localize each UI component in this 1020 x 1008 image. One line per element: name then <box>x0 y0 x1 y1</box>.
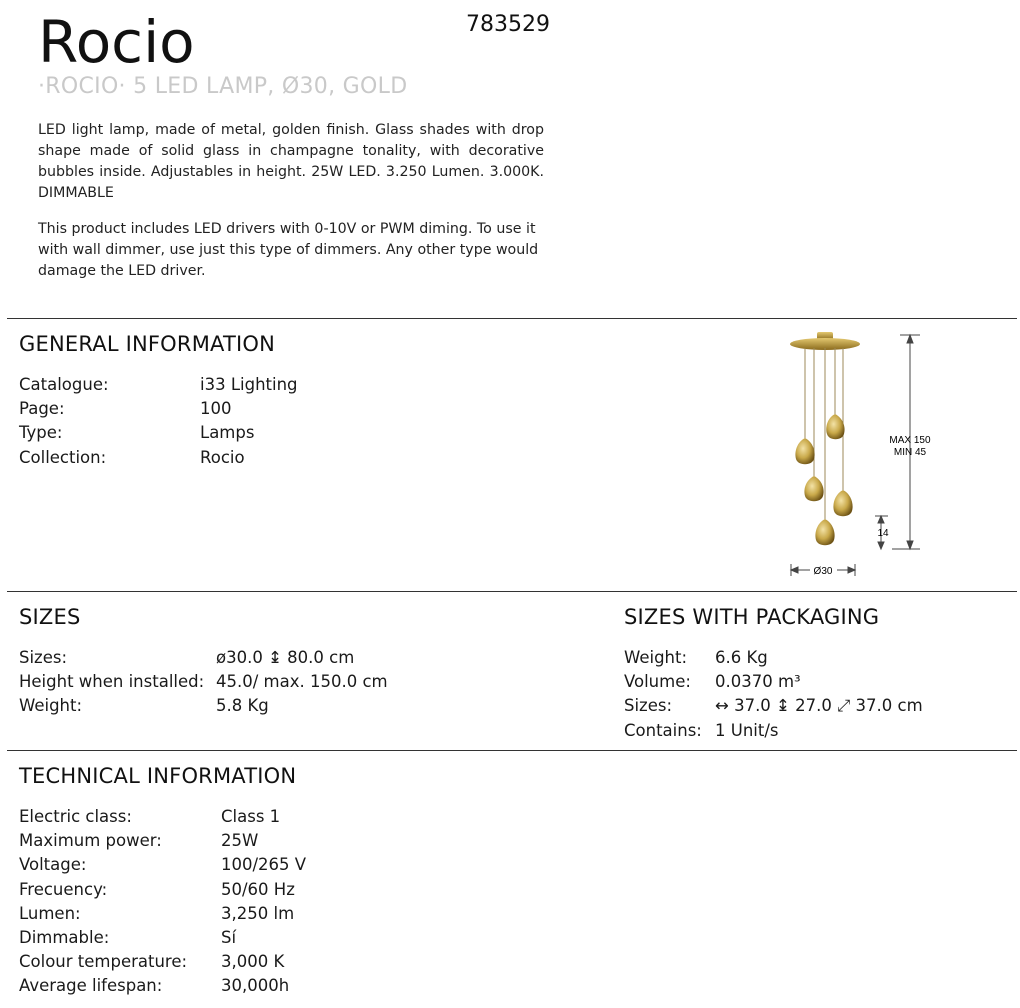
info-label: Colour temperature: <box>19 952 188 972</box>
info-row <box>19 805 306 829</box>
info-row <box>19 853 306 877</box>
glass-drop <box>826 414 844 439</box>
info-value: 6.6 Kg <box>715 648 768 667</box>
info-label: Volume: <box>624 672 691 692</box>
info-value: 1 Unit/s <box>715 720 779 740</box>
info-label: Catalogue: <box>19 375 109 394</box>
info-label: Height when installed: <box>19 672 205 692</box>
product-title: Rocio <box>38 8 195 76</box>
divider <box>7 318 1017 319</box>
divider <box>7 591 1017 592</box>
technical-list <box>19 805 306 999</box>
info-row <box>19 694 388 718</box>
info-value: Lamps <box>200 423 255 443</box>
general-info-list <box>19 373 298 470</box>
product-description: LED light lamp, made of metal, golden finish. Glass shades with drop shape made of solid glass in champagne tonality, with decorative bubbles inside. Adjustables in height. 25W LED. 3.250 Lumen. 3.000K. DIMMABLE <box>38 122 544 201</box>
info-row <box>19 974 306 998</box>
info-value: 3,000 K <box>221 952 285 972</box>
glass-shades <box>795 414 852 545</box>
info-row <box>19 902 306 926</box>
diameter-label: Ø30 <box>813 566 833 577</box>
driver-note: This product includes LED drivers with 0-10V or PWM diming. To use it with wall dimmer, use just this type of dimmers. Any other type would damage the LED driver. <box>38 221 539 279</box>
info-row <box>19 446 298 470</box>
info-value: 5.8 Kg <box>216 696 269 716</box>
info-value: 3,250 lm <box>221 903 295 923</box>
product-reference: 783529 <box>466 12 550 37</box>
info-label: Sizes: <box>624 696 673 716</box>
glass-drop <box>815 519 834 545</box>
info-label: Average lifespan: <box>19 976 163 996</box>
info-row <box>19 397 298 421</box>
sizes-list <box>19 646 388 719</box>
packaging-list <box>624 646 923 743</box>
height-min-label: MIN 45 <box>893 447 927 458</box>
info-row <box>19 646 388 670</box>
general-heading: GENERAL INFORMATION <box>19 332 276 356</box>
info-value: i33 Lighting <box>200 375 298 394</box>
info-label: Sizes: <box>19 648 68 667</box>
info-row <box>19 670 388 694</box>
info-value: 100/265 V <box>221 855 307 875</box>
info-label: Electric class: <box>19 807 132 826</box>
glass-drop <box>804 476 823 501</box>
sizes-heading: SIZES <box>19 605 81 629</box>
info-value: 25W <box>221 831 259 851</box>
info-row <box>19 829 306 853</box>
info-label: Frecuency: <box>19 879 108 899</box>
info-value: 45.0/ max. 150.0 cm <box>216 672 388 692</box>
info-value: 0.0370 m³ <box>715 672 801 692</box>
info-row <box>624 670 923 694</box>
info-row <box>624 694 923 718</box>
info-row <box>624 646 923 670</box>
info-label: Type: <box>19 423 63 443</box>
technical-heading: TECHNICAL INFORMATION <box>19 764 297 788</box>
info-label: Voltage: <box>19 855 87 875</box>
info-value: Rocio <box>200 447 245 467</box>
info-value: ø30.0 ↨ 80.0 cm <box>216 648 355 667</box>
info-value: Sí <box>221 928 237 948</box>
info-row <box>624 719 923 743</box>
info-row <box>19 950 306 974</box>
info-value: ↔ 37.0 ↨ 27.0 ⤢ 37.0 cm <box>715 696 923 716</box>
packaging-heading: SIZES WITH PACKAGING <box>624 605 880 629</box>
shade-height-label: 14 <box>877 528 889 539</box>
glass-drop <box>795 438 814 464</box>
product-subtitle: ·ROCIO· 5 LED LAMP, Ø30, GOLD <box>38 74 408 99</box>
info-row <box>19 373 298 397</box>
height-max-label: MAX 150 <box>889 435 931 446</box>
info-value: 100 <box>200 399 232 419</box>
info-value: 50/60 Hz <box>221 879 295 899</box>
lamp-dimension-diagram <box>780 326 940 582</box>
info-label: Lumen: <box>19 903 81 923</box>
info-row <box>19 926 306 950</box>
info-label: Contains: <box>624 720 702 740</box>
info-label: Maximum power: <box>19 831 162 851</box>
info-label: Collection: <box>19 447 107 467</box>
info-row <box>19 421 298 445</box>
info-label: Dimmable: <box>19 928 110 948</box>
info-label: Weight: <box>624 648 688 667</box>
glass-drop <box>833 490 852 516</box>
divider <box>7 750 1017 751</box>
ceiling-canopy <box>790 332 860 350</box>
info-label: Page: <box>19 399 65 419</box>
info-value: 30,000h <box>221 976 290 996</box>
info-row <box>19 878 306 902</box>
info-label: Weight: <box>19 696 83 716</box>
info-value: Class 1 <box>221 807 281 826</box>
